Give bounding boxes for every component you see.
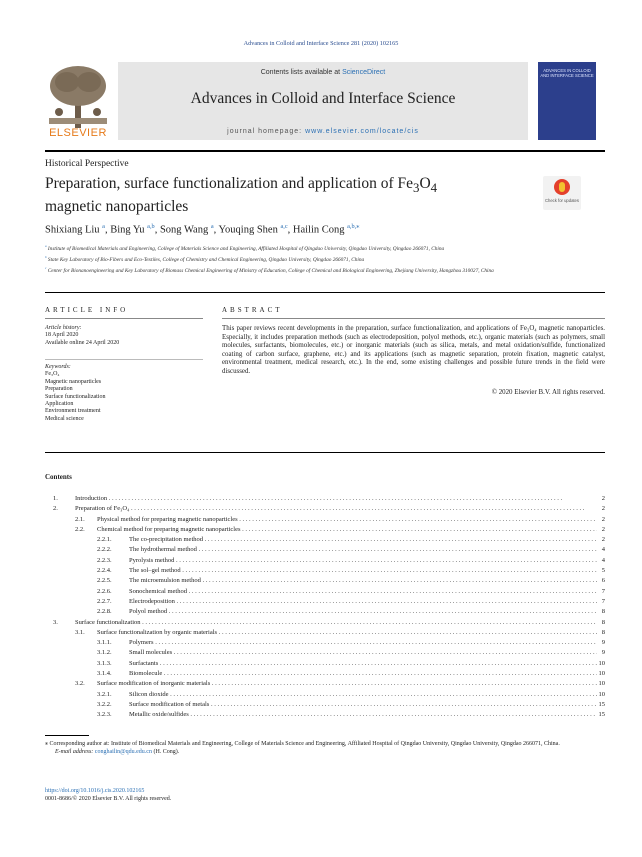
- toc-page: 15: [598, 700, 605, 710]
- toc-number: 3.1.4.: [97, 670, 112, 678]
- toc-number: 1.: [53, 495, 58, 502]
- abstract-copyright: © 2020 Elsevier B.V. All rights reserved.: [491, 389, 605, 396]
- affiliation-item: $^a$ Institute of Biomedical Materials and Engineering, College of Materials Science and Engineering, Affiliated Hospital of Qingdao University, Qingdao University, Qingdao 266071, China: [45, 244, 445, 252]
- abstract-heading: ABSTRACT: [222, 306, 283, 314]
- toc-number: 3.2.1.: [97, 690, 112, 698]
- toc-number: 2.2.3.: [97, 556, 112, 564]
- author-affil-mark[interactable]: a,c: [280, 223, 288, 230]
- toc-number: 2.: [53, 505, 58, 513]
- article-info-rule: [45, 318, 203, 319]
- toc-page: 7: [598, 587, 605, 597]
- toc-page: 2: [598, 535, 605, 545]
- toc-row[interactable]: [45, 566, 605, 576]
- affiliation-item: $^c$ Center for Bionanoengineering and Key Laboratory of Biomass Chemical Engineering of Ministry of Education, College of Chemical and Biological Engineering, Zhejiang University, Hangzhou 310027, China: [45, 265, 494, 274]
- author-affil-mark[interactable]: a,b: [147, 223, 155, 230]
- article-title: [45, 174, 505, 216]
- keyword-item: Preparation: [45, 386, 73, 393]
- toc-label[interactable]: The sol–gel method . . .: [129, 566, 597, 576]
- toc-label[interactable]: Silicon dioxide . . .: [129, 690, 597, 700]
- toc-label[interactable]: Preparation of Fe₃O₄ . . .: [75, 504, 597, 514]
- toc-page: 2: [598, 494, 605, 504]
- cover-title: ADVANCES IN COLLOID AND INTERFACE SCIENCE: [540, 68, 594, 78]
- toc-label[interactable]: Small molecules . . .: [129, 648, 597, 658]
- toc-label[interactable]: Surface functionalization . . .: [75, 618, 597, 628]
- toc-page: 5: [598, 566, 605, 576]
- toc-row[interactable]: [45, 607, 605, 617]
- abstract-rule: [222, 318, 605, 319]
- toc-number: 3.1.: [75, 628, 85, 636]
- toc-row[interactable]: [45, 638, 605, 648]
- toc-label[interactable]: The hydrothermal method . . .: [129, 545, 597, 555]
- toc-row[interactable]: [45, 494, 605, 504]
- rights-line: 0001-8686/© 2020 Elsevier B.V. All rights reserved.: [45, 796, 172, 802]
- toc-row[interactable]: [45, 515, 605, 525]
- elsevier-wordmark: ELSEVIER: [49, 127, 107, 139]
- toc-label[interactable]: Electrodeposition . . .: [129, 597, 597, 607]
- title-part: O: [419, 175, 431, 192]
- toc-label[interactable]: Metallic oxide/sulfides . . .: [129, 710, 597, 720]
- keyword-item: Environment treatment: [45, 408, 101, 415]
- author-name[interactable]: Youqing Shen: [218, 224, 278, 236]
- toc-page: 2: [598, 515, 605, 525]
- author-name[interactable]: Hailin Cong: [292, 224, 345, 236]
- toc-page: 10: [598, 679, 605, 689]
- keyword-item: Fe₃O₄: [45, 371, 60, 378]
- toc-page: 10: [598, 690, 605, 700]
- affiliations: [45, 242, 605, 274]
- toc-row[interactable]: [45, 679, 605, 689]
- affiliation-item: $^b$ State Key Laboratory of Bio-Fibers and Eco-Textiles, College of Chemistry and Chemical Engineering, Qingdao University, Qingdao 266071, China: [45, 254, 365, 263]
- toc-row[interactable]: [45, 710, 605, 720]
- toc-row[interactable]: [45, 576, 605, 586]
- toc-page: 8: [598, 618, 605, 628]
- title-subscript: 3: [413, 180, 420, 196]
- toc-label[interactable]: Biomolecule . . .: [129, 669, 597, 679]
- online-date: Available online 24 April 2020: [45, 339, 120, 346]
- toc-number: 2.1.: [75, 515, 85, 523]
- table-of-contents: [45, 494, 605, 721]
- badge-label: Check for updates: [545, 198, 579, 203]
- toc-label[interactable]: The co-precipitation method . . .: [129, 535, 597, 545]
- toc-label[interactable]: Chemical method for preparing magnetic nanoparticles . . .: [97, 525, 597, 535]
- homepage-prefix: journal homepage:: [227, 128, 306, 135]
- toc-label[interactable]: Introduction . . .: [75, 494, 597, 504]
- sciencedirect-link[interactable]: ScienceDirect: [342, 69, 386, 76]
- toc-page: 9: [598, 638, 605, 648]
- toc-row[interactable]: [45, 504, 605, 514]
- journal-homepage-line: [118, 128, 528, 135]
- toc-row[interactable]: [45, 700, 605, 710]
- keyword-item: Medical science: [45, 415, 84, 422]
- article-history: [45, 325, 205, 347]
- title-subscript: 4: [430, 180, 438, 196]
- toc-row[interactable]: [45, 659, 605, 669]
- author-name[interactable]: Shixiang Liu: [45, 224, 100, 236]
- keyword-item: Magnetic nanoparticles: [45, 378, 102, 385]
- history-label: Article history:: [45, 325, 82, 331]
- abstract-text: This paper reviews recent developments in the preparation, surface functionalization, and applications of Fe₃O₄ magnetic nanoparticles. Especially, it includes preparation methods (such as electrodeposition, polyol methods, etc.), organic materials (such as polymers, small molecules, surfactants, biomolecules, etc.) or inorganic materials (such as silica, metals, and metal oxidation/sulfide, functionalized coating of carbon surface, graphene, etc.) and its applications (such as magnetic separation, protein fixation, magnetic catalyst, environmental treatment, medical research, etc.). In the end, some existing challenges and possible future trends in the field were discussed.: [222, 325, 605, 375]
- doi-block: [45, 787, 171, 803]
- toc-label[interactable]: Physical method for preparing magnetic nanoparticles . . .: [97, 515, 597, 525]
- title-part: Preparation, surface functionalization and application of Fe: [45, 175, 413, 192]
- toc-page: 10: [598, 659, 605, 669]
- email-label: E-mail address:: [55, 749, 94, 755]
- toc-label[interactable]: Polyol method . . .: [129, 607, 597, 617]
- toc-row[interactable]: [45, 535, 605, 545]
- author-list: Shixiang Liu $^a$, Bing Yu $^{a,b}$, Song Wang $^a$, Youqing Shen $^{a,c}$, Hailin Cong $^{a,b,⁎}$: [45, 223, 360, 236]
- toc-number: 2.2.4.: [97, 567, 112, 575]
- author-name[interactable]: Bing Yu: [110, 224, 145, 236]
- toc-row[interactable]: [45, 690, 605, 700]
- header-divider: [45, 150, 605, 152]
- toc-number: 2.2.1.: [97, 536, 112, 544]
- author-affil-mark[interactable]: a,b,⁎: [347, 223, 360, 230]
- contents-prefix: Contents lists available at: [260, 69, 343, 76]
- toc-number: 3.1.3.: [97, 659, 112, 667]
- toc-number: 3.2.3.: [97, 711, 112, 719]
- toc-row[interactable]: [45, 545, 605, 555]
- toc-page: 2: [598, 525, 605, 535]
- article-info-heading: ARTICLE INFO: [45, 306, 129, 314]
- toc-number: 3.: [53, 618, 58, 626]
- toc-number: 2.2.5.: [97, 577, 112, 585]
- article-type: Historical Perspective: [45, 159, 129, 169]
- title-part: magnetic nanoparticles: [45, 198, 189, 216]
- contents-available-line: [118, 69, 528, 76]
- section-divider: [45, 292, 605, 293]
- toc-row[interactable]: [45, 628, 605, 638]
- toc-page: 8: [598, 607, 605, 617]
- toc-page: 4: [598, 545, 605, 555]
- check-for-updates-badge[interactable]: [543, 176, 581, 210]
- toc-page: 2: [598, 504, 605, 514]
- received-date: 18 April 2020: [45, 332, 79, 339]
- toc-label[interactable]: Sonochemical method . . .: [129, 587, 597, 597]
- toc-label[interactable]: Surface functionalization by organic materials . . .: [97, 628, 597, 638]
- toc-page: 8: [598, 628, 605, 638]
- email-link[interactable]: conghailin@qdu.edu.cn: [94, 749, 152, 755]
- keywords-label: Keywords:: [45, 364, 71, 370]
- toc-number: 2.2.6.: [97, 587, 112, 595]
- toc-number: 2.2.8.: [97, 608, 112, 616]
- toc-row[interactable]: [45, 587, 605, 597]
- toc-label[interactable]: Surfactants . . .: [129, 659, 597, 669]
- footnote-mark: ⁎: [45, 741, 48, 747]
- toc-number: 3.2.: [75, 680, 85, 688]
- toc-row[interactable]: [45, 556, 605, 566]
- author-affil-mark[interactable]: a: [102, 223, 105, 230]
- toc-label[interactable]: Polymers . . .: [129, 638, 597, 648]
- toc-number: 3.1.1.: [97, 639, 112, 647]
- contents-title: Contents: [45, 473, 72, 481]
- footnote-rule: [45, 735, 89, 736]
- footnote-text: Corresponding author at: Institute of Biomedical Materials and Engineering, College of Materials Science and Engineering, Affiliated Hospital of Qingdao University, Qingdao University, Qingdao 266071, China.: [49, 741, 560, 747]
- toc-page: 10: [598, 669, 605, 679]
- keyword-item: Surface functionalization: [45, 393, 106, 400]
- toc-page: 9: [598, 648, 605, 658]
- toc-label[interactable]: Surface modification of metals . . .: [129, 700, 597, 710]
- journal-title: Advances in Colloid and Interface Science: [190, 90, 456, 107]
- toc-row[interactable]: [45, 618, 605, 628]
- doi-link[interactable]: https://doi.org/10.1016/j.cis.2020.102165: [45, 788, 145, 794]
- author-affil-mark[interactable]: a: [210, 223, 214, 230]
- contents-divider: [45, 452, 605, 453]
- toc-number: 2.2.2.: [97, 546, 112, 554]
- toc-page: 4: [598, 556, 605, 566]
- toc-label[interactable]: The microemulsion method . . .: [129, 576, 597, 586]
- homepage-link[interactable]: www.elsevier.com/locate/cis: [305, 128, 419, 135]
- toc-page: 6: [598, 576, 605, 586]
- keywords-rule: [45, 359, 203, 360]
- toc-row[interactable]: [45, 648, 605, 658]
- keyword-item: Application: [45, 401, 74, 408]
- toc-number: 2.2.7.: [97, 597, 112, 605]
- author-name[interactable]: Song Wang: [159, 224, 209, 236]
- toc-number: 2.2.: [75, 525, 85, 533]
- toc-page: 7: [598, 597, 605, 607]
- toc-number: 3.1.2.: [97, 649, 112, 657]
- toc-row[interactable]: [45, 597, 605, 607]
- corresponding-author-footnote: [45, 740, 605, 756]
- toc-label[interactable]: Surface modification of inorganic materials . . .: [97, 679, 597, 689]
- toc-number: 3.2.2.: [97, 700, 112, 708]
- toc-label[interactable]: Pyrolysis method . . .: [129, 556, 597, 566]
- toc-row[interactable]: [45, 669, 605, 679]
- toc-row[interactable]: [45, 525, 605, 535]
- keywords-block: [45, 364, 205, 423]
- email-suffix: (H. Cong).: [153, 749, 180, 755]
- journal-citation[interactable]: Advances in Colloid and Interface Science 281 (2020) 102165: [243, 40, 399, 47]
- toc-page: 15: [598, 710, 605, 720]
